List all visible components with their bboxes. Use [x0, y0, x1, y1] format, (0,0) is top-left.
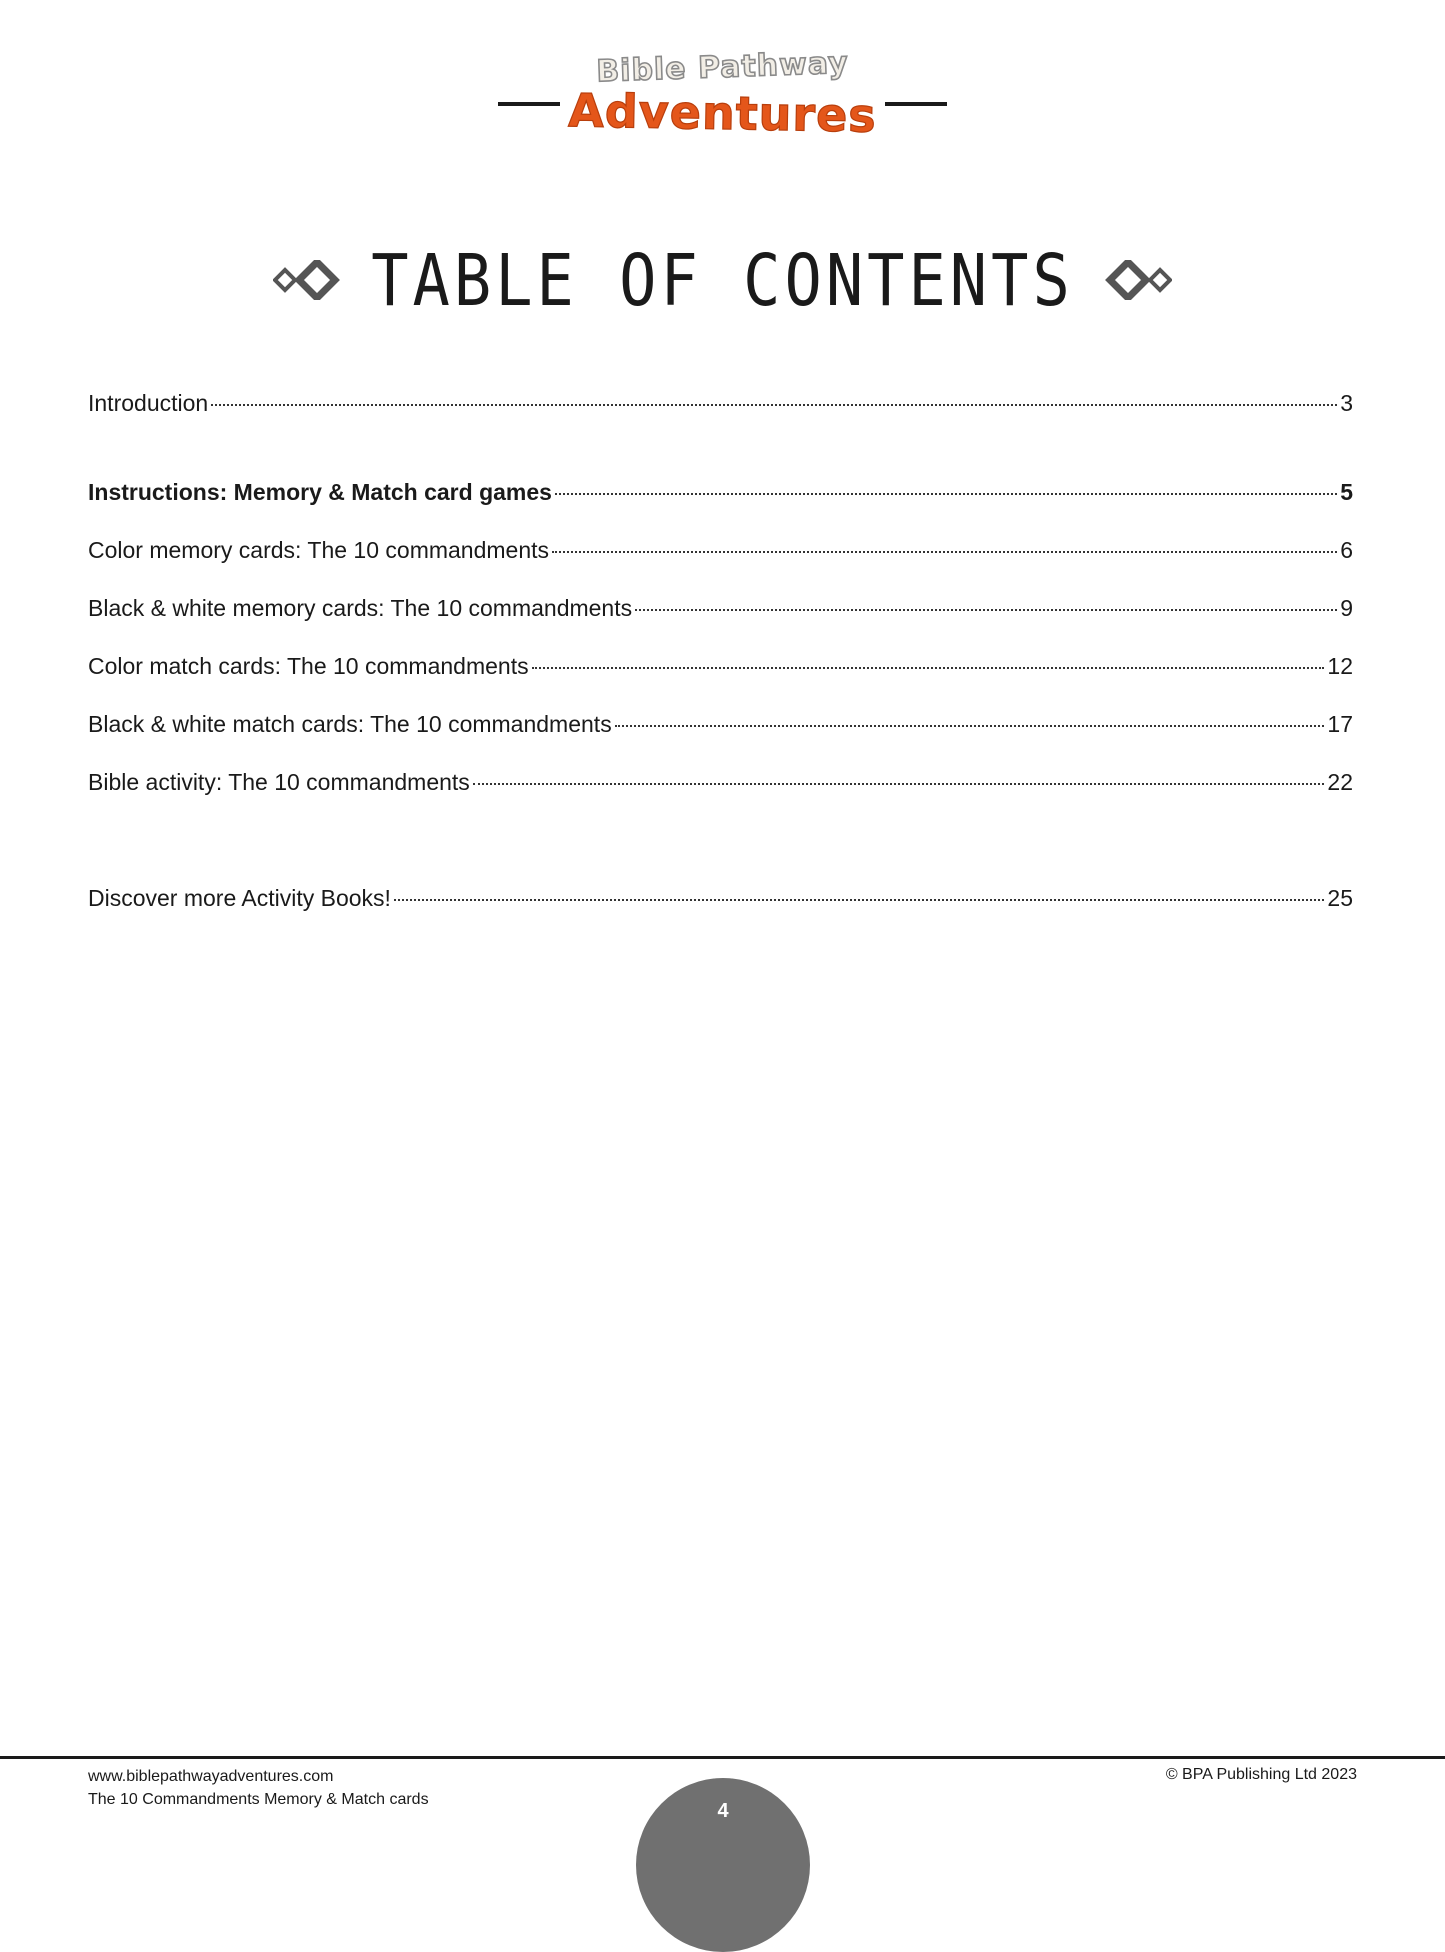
logo-line-2: Adventures [567, 83, 878, 143]
title-row [0, 240, 1445, 320]
page-number: 4 [717, 1800, 729, 1822]
toc-entry-page: 9 [1340, 595, 1353, 621]
footer-website-link[interactable]: www.biblepathwayadventures.com [88, 1768, 334, 1785]
logo-line-1: Bible Pathway [595, 45, 850, 90]
toc-entry-introduction[interactable] [88, 390, 1353, 424]
toc-entry-label: Black & white match cards: The 10 commandments [88, 711, 612, 737]
dot-leader [552, 551, 1337, 553]
toc-entry-bible-activity[interactable] [88, 769, 1353, 803]
footer-left [88, 1765, 429, 1811]
toc-entry-page: 3 [1340, 390, 1353, 416]
toc-entry-label: Discover more Activity Books! [88, 885, 391, 911]
toc-entry-color-memory-cards[interactable] [88, 537, 1353, 571]
toc-entry-label: Introduction [88, 390, 209, 416]
toc-entry-label: Bible activity: The 10 commandments [88, 769, 470, 795]
toc-entry-instructions[interactable] [88, 479, 1353, 513]
dot-leader [615, 725, 1325, 727]
brand-logo [0, 46, 1445, 146]
dot-leader [532, 667, 1325, 669]
toc-entry-color-match-cards[interactable] [88, 653, 1353, 687]
toc-entry-bw-match-cards[interactable] [88, 711, 1353, 745]
toc-entry-page: 22 [1327, 769, 1353, 795]
dot-leader [555, 493, 1337, 495]
toc-entry-page: 12 [1327, 653, 1353, 679]
toc-entry-label: Color match cards: The 10 commandments [88, 653, 529, 679]
toc-entry-label: Color memory cards: The 10 commandments [88, 537, 550, 563]
footer-book-title: The 10 Commandments Memory & Match cards [88, 1791, 429, 1808]
toc-entry-label: Black & white memory cards: The 10 commandments [88, 595, 633, 621]
toc-entry-label: Instructions: Memory & Match card games [88, 479, 552, 505]
toc-entry-page: 6 [1340, 537, 1353, 563]
dot-leader [473, 783, 1325, 785]
logo-rule-right [885, 102, 947, 106]
diamond-ornament-icon [273, 260, 343, 300]
toc-entry-page: 25 [1327, 885, 1353, 911]
dot-leader [394, 899, 1324, 901]
diamond-ornament-icon [1102, 260, 1172, 300]
toc-entry-page: 17 [1327, 711, 1353, 737]
footer-copyright: © BPA Publishing Ltd 2023 [1165, 1766, 1357, 1783]
page-title: TABLE OF CONTENTS [371, 238, 1074, 322]
toc-entry-bw-memory-cards[interactable] [88, 595, 1353, 629]
toc-entry-page: 5 [1340, 479, 1353, 505]
footer-rule [0, 1756, 1445, 1759]
dot-leader [635, 609, 1337, 611]
toc-entry-discover-more[interactable] [88, 885, 1353, 919]
dot-leader [211, 404, 1337, 406]
